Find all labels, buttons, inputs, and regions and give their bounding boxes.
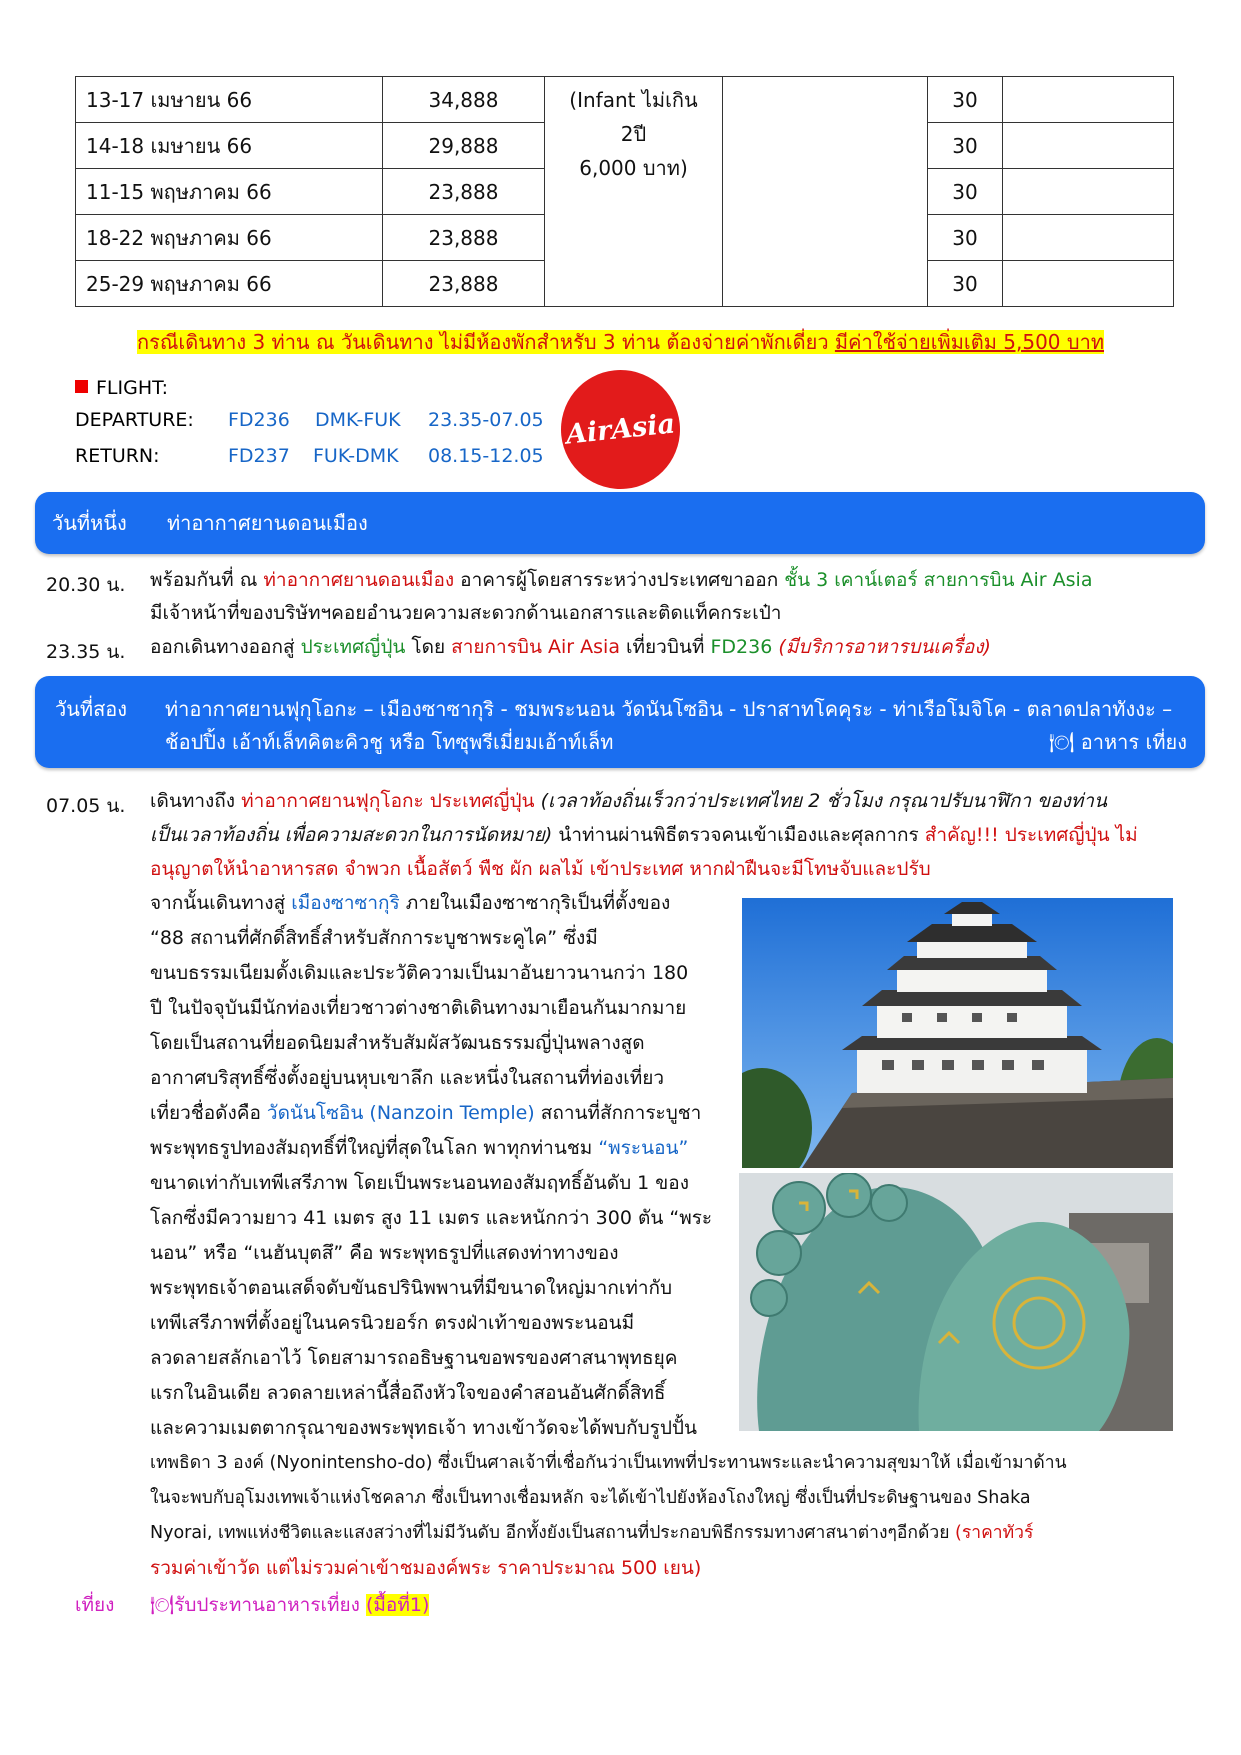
meal-label: อาหาร เที่ยง bbox=[1080, 730, 1187, 754]
date-cell: 25-29 พฤษภาคม 66 bbox=[76, 261, 383, 307]
departure-label: DEPARTURE: bbox=[75, 409, 194, 431]
departure-time: 23.35-07.05 bbox=[428, 409, 544, 431]
time-label: 23.35 น. bbox=[46, 641, 126, 663]
body-line: รวมค่าเข้าวัด แต่ไม่รวมค่าเข้าชมองค์พระ ราคาประมาณ 500 เยน) bbox=[150, 1557, 702, 1579]
castle-illustration bbox=[742, 898, 1173, 1168]
empty-cell bbox=[723, 77, 928, 307]
body-line: Nyorai, เทพแห่งชีวิตและแสงสว่างที่ไม่มีวันดับ อีกทั้งยังเป็นสถานที่ประกอบพิธีกรรมทางศาสนาต่างๆอีกด้วย (ราคาทัวร์ bbox=[150, 1523, 1034, 1543]
day1-label: วันที่หนึ่ง bbox=[52, 511, 127, 535]
day1-title: ท่าอากาศยานดอนเมือง bbox=[167, 511, 368, 535]
body-line: เทพีเสรีภาพที่ตั้งอยู่ในนครนิวยอร์ก ตรงฝ่าเท้าของพระนอนมี bbox=[150, 1312, 635, 1334]
body-line: เทพธิดา 3 องค์ (Nyonintensho-do) ซึ่งเป็นศาลเจ้าที่เชื่อกันว่าเป็นเทพที่ประทานพระและนำความสุขมาให้ เมื่อเข้ามาด้าน bbox=[150, 1453, 1067, 1473]
body-line: “88 สถานที่ศักดิ์สิทธิ์สำหรับสักการะบูชาพระคูไค” ซึ่งมี bbox=[150, 927, 598, 949]
departure-flight-no: FD236 bbox=[228, 409, 290, 431]
body-line: ขนาดเท่ากับเทพีเสรีภาพ โดยเป็นพระนอนทองสัมฤทธิ์อันดับ 1 ของ bbox=[150, 1172, 689, 1194]
meal-number: (มื้อที่1) bbox=[366, 1594, 430, 1616]
time-label: 07.05 น. bbox=[46, 795, 126, 817]
departure-route: DMK-FUK bbox=[315, 409, 401, 431]
meal-icon: 🍽 bbox=[150, 1594, 175, 1616]
price-cell: 29,888 bbox=[383, 123, 545, 169]
notice-text: กรณีเดินทาง 3 ท่าน ณ วันเดินทาง ไม่มีห้องพักสำหรับ 3 ท่าน ต้องจ่ายค่าพักเดี่ยว มีค่าใช้จ่ายเพิ่มเติม 5,500 บาท bbox=[137, 330, 1104, 354]
date-cell: 13-17 เมษายน 66 bbox=[76, 77, 383, 123]
day1-band bbox=[35, 492, 1205, 554]
buddha-feet-illustration bbox=[739, 1173, 1173, 1431]
body-line: โลกซึ่งมีความยาว 41 เมตร สูง 11 เมตร และหนักกว่า 300 ตัน “พระ bbox=[150, 1207, 713, 1229]
body-line: ลวดลายสลักเอาไว้ โดยสามารถอธิษฐานขอพรของศาสนาพุทธยุค bbox=[150, 1347, 678, 1369]
return-flight-no: FD237 bbox=[228, 445, 290, 467]
time-label: 20.30 น. bbox=[46, 574, 126, 596]
body-line: นอน” หรือ “เนฮันบุตสึ” คือ พระพุทธรูปที่แสดงท่าทางของ bbox=[150, 1242, 619, 1264]
castle-photo bbox=[742, 898, 1173, 1168]
return-time: 08.15-12.05 bbox=[428, 445, 544, 467]
date-cell: 18-22 พฤษภาคม 66 bbox=[76, 215, 383, 261]
lunch-label: เที่ยง bbox=[75, 1594, 115, 1616]
return-route: FUK-DMK bbox=[313, 445, 399, 467]
notice-extra-cost: มีค่าใช้จ่ายเพิ่มเติม 5,500 บาท bbox=[834, 330, 1104, 354]
seats-cell: 30 bbox=[928, 261, 1003, 307]
meal-icon: 🍽 bbox=[1048, 730, 1075, 754]
body-line: ปี ในปัจจุบันมีนักท่องเที่ยวชาวต่างชาติเดินทางมาเยือนกันมากมาย bbox=[150, 997, 687, 1019]
body-line: อากาศบริสุทธิ์ซึ่งตั้งอยู่บนหุบเขาลึก และหนึ่งในสถานที่ท่องเที่ยว bbox=[150, 1067, 665, 1089]
table-row bbox=[76, 77, 1174, 123]
itinerary-text: เดินทางถึง ท่าอากาศยานฟุกุโอกะ ประเทศญี่ปุ่น (เวลาท้องถิ่นเร็วกว่าประเทศไทย 2 ชั่วโมง กรุณาปรับนาฬิกา ของท่าน bbox=[150, 790, 1107, 812]
single-room-notice bbox=[0, 326, 1241, 358]
itinerary-text: พร้อมกันที่ ณ ท่าอากาศยานดอนเมือง อาคารผู้โดยสารระหว่างประเทศขาออก ชั้น 3 เคาน์เตอร์ สายการบิน Air Asia bbox=[150, 569, 1093, 591]
body-line: โดยเป็นสถานที่ยอดนิยมสำหรับสัมผัสวัฒนธรรมญี่ปุ่นพลางสูด bbox=[150, 1032, 645, 1054]
infant-price-cell bbox=[545, 77, 723, 307]
lunch-text: 🍽รับประทานอาหารเที่ยง (มื้อที่1) bbox=[150, 1594, 430, 1616]
price-table bbox=[75, 76, 1174, 307]
empty-cell bbox=[1003, 215, 1174, 261]
seats-cell: 30 bbox=[928, 77, 1003, 123]
empty-cell bbox=[1003, 169, 1174, 215]
infant-line-1: (Infant ไม่เกิน 2ปี bbox=[569, 88, 698, 146]
body-line: พระพุทธรูปทองสัมฤทธิ์ที่ใหญ่ที่สุดในโลก พาทุกท่านชม “พระนอน” bbox=[150, 1137, 689, 1159]
seats-cell: 30 bbox=[928, 123, 1003, 169]
itinerary-text: ออกเดินทางออกสู่ ประเทศญี่ปุ่น โดย สายการบิน Air Asia เที่ยวบินที่ FD236 (มีบริการอาหารบนเครื่อง) bbox=[150, 636, 991, 658]
price-cell: 34,888 bbox=[383, 77, 545, 123]
date-cell: 11-15 พฤษภาคม 66 bbox=[76, 169, 383, 215]
body-line: ในจะพบกับอุโมงเทพเจ้าแห่งโชคลาภ ซึ่งเป็นทางเชื่อมหลัก จะได้เข้าไปยังห้องโถงใหญ่ ซึ่งเป็นที่ประดิษฐานของ Shaka bbox=[150, 1488, 1031, 1508]
itinerary-text: มีเจ้าหน้าที่ของบริษัทฯคอยอำนวยความสะดวกด้านเอกสารและติดแท็คกระเป๋า bbox=[150, 602, 782, 624]
return-label: RETURN: bbox=[75, 445, 160, 467]
body-line: และความเมตตากรุณาของพระพุทธเจ้า ทางเข้าวัดจะได้พบกับรูปปั้น bbox=[150, 1417, 697, 1439]
body-line: แรกในอินเดีย ลวดลายเหล่านี้สื่อถึงหัวใจของคำสอนอันศักดิ์สิทธิ์ bbox=[150, 1382, 666, 1404]
price-cell: 23,888 bbox=[383, 169, 545, 215]
empty-cell bbox=[1003, 261, 1174, 307]
body-line: เที่ยวชื่อดังคือ วัดนันโซอิน (Nanzoin Temple) สถานที่สักการะบูชา bbox=[150, 1102, 702, 1124]
meal-indicator bbox=[1049, 726, 1187, 758]
body-line: ขนบธรรมเนียมดั้งเดิมและประวัติความเป็นมาอันยาวนานกว่า 180 bbox=[150, 962, 689, 984]
price-cell: 23,888 bbox=[383, 261, 545, 307]
bullet-icon bbox=[75, 380, 88, 393]
price-cell: 23,888 bbox=[383, 215, 545, 261]
day2-band bbox=[35, 676, 1205, 768]
itinerary-text: อนุญาตให้นำอาหารสด จำพวก เนื้อสัตว์ พืช ผัก ผลไม้ เข้าประเทศ หากฝ่าฝืนจะมีโทษจับและปรับ bbox=[150, 858, 931, 880]
seats-cell: 30 bbox=[928, 169, 1003, 215]
seats-cell: 30 bbox=[928, 215, 1003, 261]
itinerary-text: เป็นเวลาท้องถิ่น เพื่อความสะดวกในการนัดหมาย) นำท่านผ่านพิธีตรวจคนเข้าเมืองและศุลกากร สำคัญ!!! ประเทศญี่ปุ่น ไม่ bbox=[150, 824, 1138, 846]
date-cell: 14-18 เมษายน 66 bbox=[76, 123, 383, 169]
airasia-logo: AirAsia bbox=[555, 364, 686, 495]
empty-cell bbox=[1003, 123, 1174, 169]
flight-header: FLIGHT: bbox=[75, 377, 168, 399]
reclining-buddha-photo bbox=[739, 1173, 1173, 1431]
day2-title-line-1: ท่าอากาศยานฟุกุโอกะ – เมืองซาซากุริ - ชมพระนอน วัดนันโซอิน - ปราสาทโคคุระ - ท่าเรือโมจิโค - ตลาดปลาทังงะ – bbox=[165, 697, 1173, 721]
day2-title-line-2: ช้อปปิ้ง เอ้าท์เล็ทคิตะคิวชู หรือ โทซุพรีเมี่ยมเอ้าท์เล็ท bbox=[165, 730, 614, 754]
body-line: จากนั้นเดินทางสู่ เมืองซาซากุริ ภายในเมืองซาซากุริเป็นที่ตั้งของ bbox=[150, 892, 671, 914]
infant-line-2: 6,000 บาท) bbox=[579, 156, 688, 180]
body-line: พระพุทธเจ้าตอนเสด็จดับขันธปรินิพพานที่มีขนาดใหญ่มากเท่ากับ bbox=[150, 1277, 673, 1299]
empty-cell bbox=[1003, 77, 1174, 123]
day2-label: วันที่สอง bbox=[55, 697, 128, 721]
